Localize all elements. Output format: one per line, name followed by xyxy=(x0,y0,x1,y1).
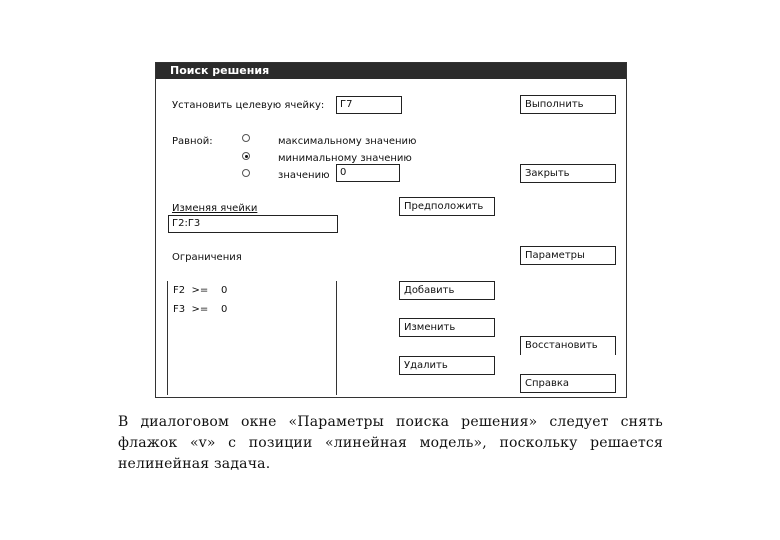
guess-button[interactable]: Предположить xyxy=(399,197,495,216)
radio-min-label: минимальному значению xyxy=(278,153,412,164)
constraint-row[interactable]: F3 >= 0 xyxy=(173,304,228,315)
dialog-title: Поиск решения xyxy=(156,63,626,79)
close-button[interactable]: Закрыть xyxy=(520,164,616,183)
equal-to-label: Равной: xyxy=(172,136,213,147)
radio-value-label: значению xyxy=(278,170,330,181)
target-cell-input[interactable]: Г7 xyxy=(336,96,402,114)
execute-button[interactable]: Выполнить xyxy=(520,95,616,114)
change-button[interactable]: Изменить xyxy=(399,318,495,337)
constraints-list[interactable] xyxy=(167,281,337,395)
target-cell-label: Установить целевую ячейку: xyxy=(172,100,325,111)
help-button[interactable]: Справка xyxy=(520,374,616,393)
restore-button[interactable]: Восстановить xyxy=(520,336,616,355)
radio-value[interactable] xyxy=(242,169,250,177)
solver-dialog xyxy=(155,62,627,398)
constraint-row[interactable]: F2 >= 0 xyxy=(173,285,228,296)
value-input[interactable]: 0 xyxy=(336,164,400,182)
delete-button[interactable]: Удалить xyxy=(399,356,495,375)
constraints-label: Ограничения xyxy=(172,252,242,263)
radio-max-label: максимальному значению xyxy=(278,136,417,147)
add-button[interactable]: Добавить xyxy=(399,281,495,300)
radio-min[interactable] xyxy=(242,152,250,160)
changing-cells-input[interactable]: Г2:Г3 xyxy=(168,215,338,233)
caption-text: В диалоговом окне «Параметры поиска решения» следует снять флажок «v» с позиции «линейная модель», поскольку решается нелинейная задача. xyxy=(118,414,663,472)
radio-max[interactable] xyxy=(242,134,250,142)
changing-cells-label: Изменяя ячейки xyxy=(172,203,258,214)
options-button[interactable]: Параметры xyxy=(520,246,616,265)
